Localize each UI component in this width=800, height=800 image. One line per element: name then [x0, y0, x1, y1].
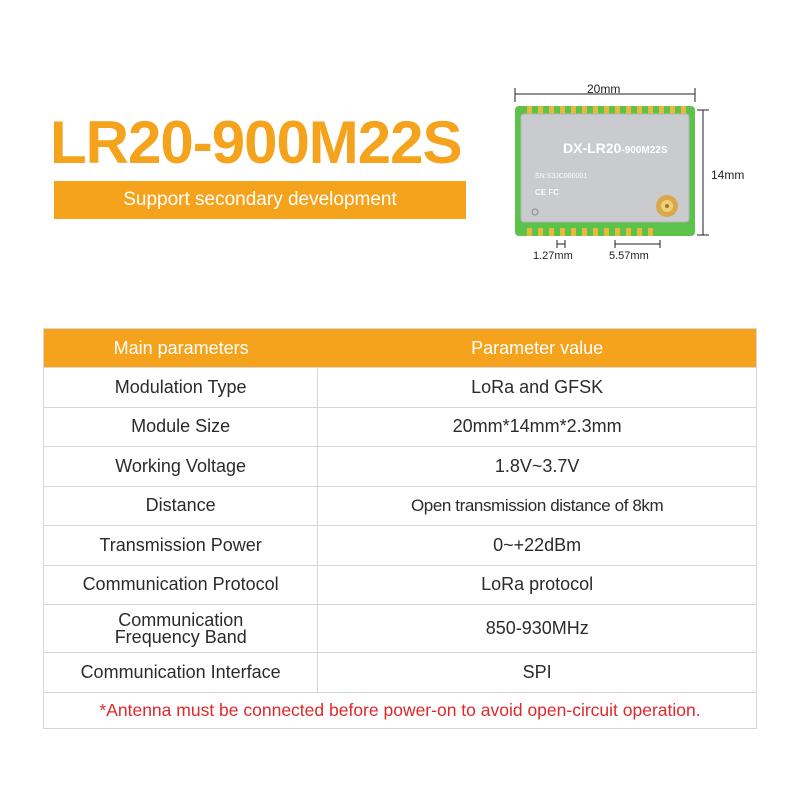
antenna-warning-note: *Antenna must be connected before power-on to avoid open-circuit operation. [44, 692, 756, 728]
table-row [44, 604, 756, 652]
table-row [44, 565, 756, 605]
height-dimension: 14mm [711, 168, 745, 182]
width-dimension: 20mm [587, 82, 621, 96]
chip-name: DX-LR20-900M22S [563, 140, 668, 156]
value-cell: 0~+22dBm [493, 534, 582, 555]
param-cell: Modulation Type [44, 368, 318, 407]
param-cell: Module Size [44, 408, 318, 447]
param-cell: Communication Protocol [44, 566, 318, 605]
table-row [44, 367, 756, 407]
antenna-dimension: 5.57mm [609, 250, 649, 262]
pitch-dimension: 1.27mm [533, 250, 573, 262]
module-diagram [505, 80, 775, 270]
table-row [44, 446, 756, 486]
param-cell: Transmission Power [44, 526, 318, 565]
header-parameter-value: Parameter value [471, 337, 604, 358]
value-cell: LoRa and GFSK [471, 376, 604, 397]
table-row [44, 486, 756, 526]
table-row [44, 652, 756, 692]
value-cell: SPI [522, 661, 552, 682]
param-cell: Communication Frequency Band [44, 605, 318, 652]
value-cell: 20mm*14mm*2.3mm [452, 416, 622, 437]
subtitle-banner: Support secondary development [54, 181, 466, 219]
cert-mark: CE FC [535, 188, 559, 197]
table-header [44, 329, 756, 367]
table-row [44, 525, 756, 565]
parameter-table [43, 328, 757, 729]
value-cell: LoRa protocol [481, 574, 594, 595]
value-cell: Open transmission distance of 8km [410, 495, 664, 515]
serial-label: SN:S3JC000001 [535, 173, 588, 180]
product-title: LR20-900M22S [50, 109, 462, 176]
table-row [44, 407, 756, 447]
param-cell: Communication Interface [44, 653, 318, 692]
value-cell: 850-930MHz [485, 618, 589, 638]
param-cell: Distance [44, 487, 318, 526]
header-main-parameters: Main parameters [113, 337, 249, 358]
param-cell: Working Voltage [44, 447, 318, 486]
value-cell: 1.8V~3.7V [494, 455, 580, 476]
